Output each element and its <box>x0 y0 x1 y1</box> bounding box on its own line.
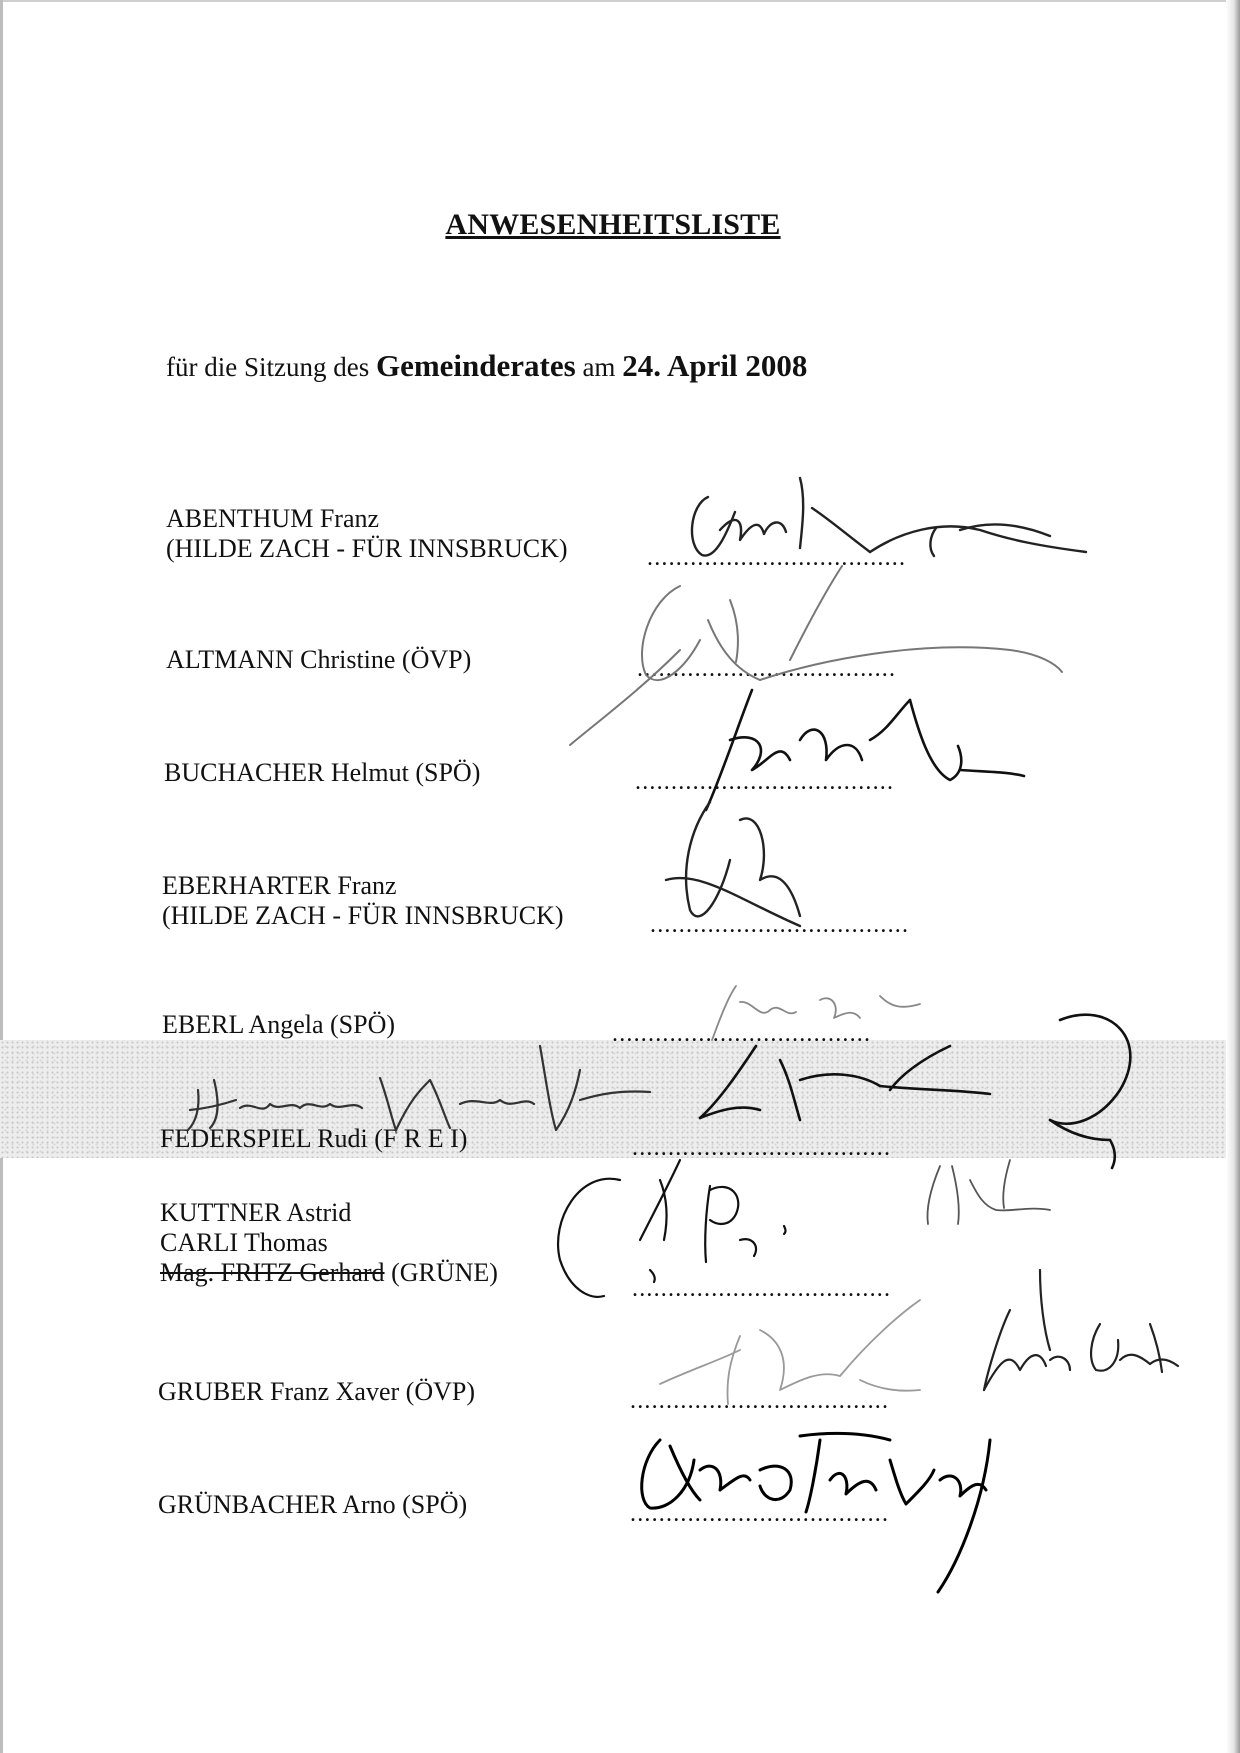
signature-line: .................................... <box>630 1501 890 1527</box>
signature-line: .................................... <box>635 769 895 795</box>
attendee-name: EBERL Angela (SPÖ) <box>162 1010 396 1039</box>
signature-buchacher <box>706 690 1024 810</box>
attendee-affiliation: (HILDE ZACH - FÜR INNSBRUCK) <box>162 901 564 930</box>
attendee-affiliation: (HILDE ZACH - FÜR INNSBRUCK) <box>166 534 568 563</box>
subtitle-body: Gemeinderates <box>375 348 576 383</box>
signature-line: .................................... <box>632 1135 892 1161</box>
attendee-name: GRÜNBACHER Arno (SPÖ) <box>158 1490 468 1519</box>
attendee-name: ABENTHUM Franz <box>166 504 380 533</box>
signature-eberl <box>712 986 920 1040</box>
attendee-name: CARLI Thomas <box>160 1228 328 1257</box>
attendee-name: KUTTNER Astrid <box>160 1198 352 1227</box>
signature-line: .................................... <box>630 1388 890 1414</box>
signature-carli <box>558 1160 785 1297</box>
subtitle-middle: am <box>582 352 616 382</box>
attendee-name: ALTMANN Christine (ÖVP) <box>166 645 472 674</box>
signature-kuttner <box>928 1160 1051 1224</box>
signature-line: .................................... <box>612 1021 872 1047</box>
attendee-name: GRUBER Franz Xaver (ÖVP) <box>158 1377 476 1406</box>
signature-elfgruber <box>984 1270 1178 1390</box>
signature-abenthum <box>692 478 1086 556</box>
signature-eberharter <box>666 802 800 926</box>
signature-line: .................................... <box>650 912 910 938</box>
attendee-name: BUCHACHER Helmut (SPÖ) <box>164 758 481 787</box>
signature-line: .................................... <box>632 1276 892 1302</box>
attendee-affiliation: (GRÜNE) <box>391 1258 498 1287</box>
attendee-name: FEDERSPIEL Rudi (F R E I) <box>160 1124 468 1153</box>
attendee-name: EBERHARTER Franz <box>162 871 397 900</box>
signature-gruber <box>660 1300 920 1404</box>
signature-weiskopf <box>188 1046 650 1130</box>
signature-altmann <box>570 566 1062 745</box>
signature-line: .................................... <box>637 656 897 682</box>
signature-federspiel <box>700 1015 1130 1168</box>
document-title: ANWESENHEITSLISTE <box>445 208 781 241</box>
subtitle-date: 24. April 2008 <box>622 348 808 383</box>
struck-name: Mag. FRITZ Gerhard <box>160 1258 385 1287</box>
subtitle-prefix: für die Sitzung des <box>166 352 370 382</box>
signature-line: .................................... <box>647 545 907 571</box>
signature-gruenbacher <box>642 1433 990 1592</box>
